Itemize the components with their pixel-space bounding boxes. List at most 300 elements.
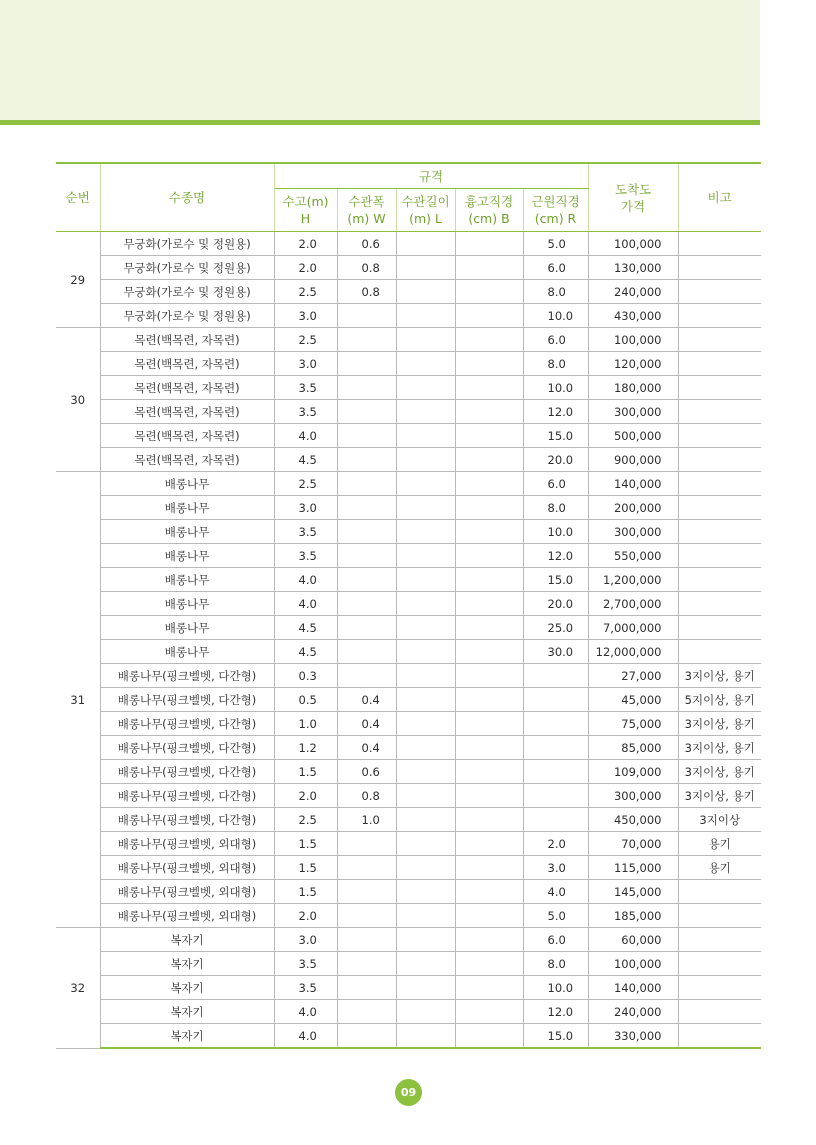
table-row: [56, 424, 761, 448]
table-row: [56, 712, 761, 736]
species-cell: 목련(백목련, 자목련): [100, 448, 274, 472]
note-cell: [678, 400, 761, 424]
price-cell: 140,000: [588, 472, 678, 496]
price-cell: 130,000: [588, 256, 678, 280]
note-cell: [678, 280, 761, 304]
chest-diameter-cell: [455, 760, 523, 784]
length-cell: [396, 688, 455, 712]
chest-diameter-cell: [455, 592, 523, 616]
table-row: [56, 736, 761, 760]
chest-diameter-cell: [455, 304, 523, 328]
price-cell: 300,000: [588, 520, 678, 544]
table-row: [56, 976, 761, 1000]
length-cell: [396, 400, 455, 424]
root-diameter-cell: 15.0: [523, 424, 588, 448]
note-cell: [678, 496, 761, 520]
chest-diameter-cell: [455, 808, 523, 832]
root-diameter-cell: 2.0: [523, 832, 588, 856]
length-cell: [396, 496, 455, 520]
price-cell: 60,000: [588, 928, 678, 952]
top-divider: [0, 120, 760, 125]
width-cell: [337, 568, 396, 592]
species-cell: 배롱나무: [100, 472, 274, 496]
note-cell: 3지이상, 용기: [678, 760, 761, 784]
width-cell: [337, 376, 396, 400]
length-cell: [396, 304, 455, 328]
width-cell: [337, 640, 396, 664]
chest-diameter-cell: [455, 352, 523, 376]
price-cell: 330,000: [588, 1024, 678, 1049]
price-cell: 550,000: [588, 544, 678, 568]
length-cell: [396, 928, 455, 952]
note-cell: 5지이상, 용기: [678, 688, 761, 712]
note-cell: 3지이상, 용기: [678, 712, 761, 736]
note-cell: [678, 592, 761, 616]
height-cell: 3.0: [274, 352, 337, 376]
table-row: [56, 688, 761, 712]
width-cell: 0.8: [337, 280, 396, 304]
width-cell: 0.4: [337, 688, 396, 712]
price-cell: 300,000: [588, 784, 678, 808]
height-cell: 3.0: [274, 496, 337, 520]
note-cell: 용기: [678, 832, 761, 856]
root-diameter-cell: 15.0: [523, 1024, 588, 1049]
note-cell: 3지이상, 용기: [678, 664, 761, 688]
root-diameter-cell: 8.0: [523, 280, 588, 304]
length-cell: [396, 808, 455, 832]
species-cell: 목련(백목련, 자목련): [100, 424, 274, 448]
seq-cell: 30: [56, 328, 100, 472]
length-cell: [396, 376, 455, 400]
species-cell: 배롱나무(핑크벨벳, 외대형): [100, 904, 274, 928]
chest-diameter-cell: [455, 832, 523, 856]
note-cell: [678, 304, 761, 328]
chest-diameter-cell: [455, 568, 523, 592]
table-row: [56, 1000, 761, 1024]
root-diameter-cell: 6.0: [523, 328, 588, 352]
table-row: [56, 376, 761, 400]
price-cell: 27,000: [588, 664, 678, 688]
length-cell: [396, 1024, 455, 1049]
length-cell: [396, 280, 455, 304]
price-cell: 7,000,000: [588, 616, 678, 640]
table-row: [56, 448, 761, 472]
height-cell: 2.5: [274, 472, 337, 496]
height-cell: 3.5: [274, 976, 337, 1000]
length-cell: [396, 424, 455, 448]
price-cell: 200,000: [588, 496, 678, 520]
species-cell: 배롱나무: [100, 496, 274, 520]
width-cell: [337, 904, 396, 928]
root-diameter-cell: [523, 688, 588, 712]
height-cell: 2.5: [274, 808, 337, 832]
root-diameter-cell: 10.0: [523, 376, 588, 400]
height-cell: 4.5: [274, 448, 337, 472]
height-cell: 3.5: [274, 376, 337, 400]
root-diameter-cell: 25.0: [523, 616, 588, 640]
table-row: [56, 640, 761, 664]
width-cell: [337, 448, 396, 472]
height-cell: 4.0: [274, 1000, 337, 1024]
root-diameter-cell: 10.0: [523, 304, 588, 328]
table-row: [56, 904, 761, 928]
table-row: [56, 232, 761, 256]
note-cell: [678, 424, 761, 448]
length-cell: [396, 664, 455, 688]
width-cell: [337, 328, 396, 352]
chest-diameter-cell: [455, 1024, 523, 1049]
species-cell: 배롱나무(핑크벨벳, 외대형): [100, 856, 274, 880]
width-cell: [337, 304, 396, 328]
price-cell: 120,000: [588, 352, 678, 376]
note-cell: 3지이상, 용기: [678, 736, 761, 760]
height-cell: 1.5: [274, 880, 337, 904]
species-cell: 배롱나무(핑크벨벳, 외대형): [100, 832, 274, 856]
price-cell: 12,000,000: [588, 640, 678, 664]
root-diameter-cell: 8.0: [523, 496, 588, 520]
price-cell: 140,000: [588, 976, 678, 1000]
species-cell: 배롱나무(핑크벨벳, 외대형): [100, 880, 274, 904]
width-cell: [337, 496, 396, 520]
length-cell: [396, 784, 455, 808]
chest-diameter-cell: [455, 1000, 523, 1024]
height-cell: 4.0: [274, 424, 337, 448]
seq-cell: 32: [56, 928, 100, 1049]
price-cell: 430,000: [588, 304, 678, 328]
note-cell: [678, 976, 761, 1000]
note-cell: 3지이상: [678, 808, 761, 832]
species-cell: 복자기: [100, 952, 274, 976]
root-diameter-cell: 5.0: [523, 904, 588, 928]
length-cell: [396, 232, 455, 256]
species-cell: 무궁화(가로수 및 정원용): [100, 256, 274, 280]
note-cell: 용기: [678, 856, 761, 880]
height-cell: 4.0: [274, 1024, 337, 1049]
species-cell: 무궁화(가로수 및 정원용): [100, 232, 274, 256]
chest-diameter-cell: [455, 856, 523, 880]
price-cell: 145,000: [588, 880, 678, 904]
root-diameter-cell: 6.0: [523, 472, 588, 496]
price-cell: 100,000: [588, 952, 678, 976]
price-cell: 45,000: [588, 688, 678, 712]
price-cell: 180,000: [588, 376, 678, 400]
species-cell: 배롱나무(핑크벨벳, 다간형): [100, 808, 274, 832]
table-row: [56, 352, 761, 376]
note-cell: [678, 1024, 761, 1049]
chest-diameter-cell: [455, 544, 523, 568]
price-cell: 109,000: [588, 760, 678, 784]
species-cell: 배롱나무(핑크벨벳, 다간형): [100, 712, 274, 736]
width-cell: [337, 400, 396, 424]
width-cell: [337, 472, 396, 496]
price-cell: 240,000: [588, 280, 678, 304]
price-cell: 300,000: [588, 400, 678, 424]
chest-diameter-cell: [455, 688, 523, 712]
length-cell: [396, 592, 455, 616]
root-diameter-cell: 10.0: [523, 520, 588, 544]
root-diameter-cell: 4.0: [523, 880, 588, 904]
height-cell: 2.0: [274, 784, 337, 808]
length-cell: [396, 760, 455, 784]
length-cell: [396, 904, 455, 928]
height-cell: 2.0: [274, 256, 337, 280]
root-diameter-cell: [523, 736, 588, 760]
width-cell: 1.0: [337, 808, 396, 832]
width-cell: 0.8: [337, 256, 396, 280]
page-number: 09: [395, 1079, 422, 1106]
note-cell: [678, 640, 761, 664]
table-row: [56, 856, 761, 880]
chest-diameter-cell: [455, 448, 523, 472]
width-cell: [337, 424, 396, 448]
height-cell: 3.5: [274, 952, 337, 976]
height-cell: 1.5: [274, 760, 337, 784]
price-table: [56, 162, 761, 1049]
header-chest-diameter: 흉고직경 (cm) B: [455, 189, 523, 232]
width-cell: [337, 544, 396, 568]
species-cell: 배롱나무: [100, 592, 274, 616]
header-height: 수고(m) H: [274, 189, 337, 232]
chest-diameter-cell: [455, 256, 523, 280]
table-row: [56, 568, 761, 592]
chest-diameter-cell: [455, 640, 523, 664]
root-diameter-cell: [523, 664, 588, 688]
price-cell: 500,000: [588, 424, 678, 448]
width-cell: [337, 856, 396, 880]
price-cell: 100,000: [588, 232, 678, 256]
length-cell: [396, 352, 455, 376]
width-cell: [337, 520, 396, 544]
note-cell: [678, 1000, 761, 1024]
width-cell: [337, 592, 396, 616]
length-cell: [396, 328, 455, 352]
table-body: [56, 232, 761, 1049]
species-cell: 목련(백목련, 자목련): [100, 376, 274, 400]
chest-diameter-cell: [455, 376, 523, 400]
height-cell: 3.0: [274, 304, 337, 328]
height-cell: 2.0: [274, 232, 337, 256]
height-cell: 4.0: [274, 568, 337, 592]
length-cell: [396, 256, 455, 280]
height-cell: 0.5: [274, 688, 337, 712]
note-cell: [678, 472, 761, 496]
height-cell: 1.0: [274, 712, 337, 736]
price-cell: 85,000: [588, 736, 678, 760]
width-cell: [337, 1000, 396, 1024]
chest-diameter-cell: [455, 424, 523, 448]
header-species: 수종명: [100, 163, 274, 232]
price-cell: 240,000: [588, 1000, 678, 1024]
species-cell: 배롱나무: [100, 520, 274, 544]
root-diameter-cell: 20.0: [523, 448, 588, 472]
height-cell: 0.3: [274, 664, 337, 688]
species-cell: 복자기: [100, 1024, 274, 1049]
table-row: [56, 280, 761, 304]
height-cell: 2.5: [274, 328, 337, 352]
root-diameter-cell: 15.0: [523, 568, 588, 592]
width-cell: [337, 928, 396, 952]
top-banner: [0, 0, 760, 120]
table-row: [56, 496, 761, 520]
table-row: [56, 544, 761, 568]
note-cell: [678, 568, 761, 592]
root-diameter-cell: [523, 712, 588, 736]
root-diameter-cell: 12.0: [523, 1000, 588, 1024]
root-diameter-cell: [523, 760, 588, 784]
species-cell: 배롱나무(핑크벨벳, 다간형): [100, 736, 274, 760]
note-cell: [678, 928, 761, 952]
length-cell: [396, 544, 455, 568]
species-cell: 무궁화(가로수 및 정원용): [100, 280, 274, 304]
width-cell: 0.6: [337, 760, 396, 784]
height-cell: 3.5: [274, 544, 337, 568]
length-cell: [396, 472, 455, 496]
length-cell: [396, 880, 455, 904]
species-cell: 복자기: [100, 928, 274, 952]
length-cell: [396, 520, 455, 544]
chest-diameter-cell: [455, 328, 523, 352]
length-cell: [396, 712, 455, 736]
chest-diameter-cell: [455, 664, 523, 688]
length-cell: [396, 1000, 455, 1024]
species-cell: 배롱나무: [100, 544, 274, 568]
width-cell: [337, 1024, 396, 1049]
width-cell: [337, 616, 396, 640]
note-cell: 3지이상, 용기: [678, 784, 761, 808]
length-cell: [396, 856, 455, 880]
height-cell: 4.0: [274, 592, 337, 616]
note-cell: [678, 904, 761, 928]
chest-diameter-cell: [455, 280, 523, 304]
root-diameter-cell: 20.0: [523, 592, 588, 616]
note-cell: [678, 448, 761, 472]
species-cell: 배롱나무(핑크벨벳, 다간형): [100, 688, 274, 712]
chest-diameter-cell: [455, 976, 523, 1000]
header-seq: 순번: [56, 163, 100, 232]
chest-diameter-cell: [455, 952, 523, 976]
note-cell: [678, 952, 761, 976]
price-cell: 70,000: [588, 832, 678, 856]
chest-diameter-cell: [455, 520, 523, 544]
root-diameter-cell: 6.0: [523, 928, 588, 952]
width-cell: 0.4: [337, 712, 396, 736]
chest-diameter-cell: [455, 736, 523, 760]
table-row: [56, 592, 761, 616]
chest-diameter-cell: [455, 904, 523, 928]
table-row: [56, 808, 761, 832]
chest-diameter-cell: [455, 472, 523, 496]
seq-cell: 29: [56, 232, 100, 328]
length-cell: [396, 736, 455, 760]
table-row: [56, 400, 761, 424]
length-cell: [396, 976, 455, 1000]
table-row: [56, 880, 761, 904]
price-cell: 2,700,000: [588, 592, 678, 616]
root-diameter-cell: 8.0: [523, 352, 588, 376]
table-row: [56, 328, 761, 352]
table-row: [56, 952, 761, 976]
length-cell: [396, 448, 455, 472]
root-diameter-cell: 3.0: [523, 856, 588, 880]
header-spec: 규격: [274, 163, 588, 189]
note-cell: [678, 544, 761, 568]
species-cell: 배롱나무(핑크벨벳, 다간형): [100, 784, 274, 808]
table-row: [56, 928, 761, 952]
header-note: 비고: [678, 163, 761, 232]
root-diameter-cell: 5.0: [523, 232, 588, 256]
chest-diameter-cell: [455, 232, 523, 256]
height-cell: 4.5: [274, 616, 337, 640]
note-cell: [678, 256, 761, 280]
species-cell: 무궁화(가로수 및 정원용): [100, 304, 274, 328]
height-cell: 2.0: [274, 904, 337, 928]
species-cell: 복자기: [100, 976, 274, 1000]
chest-diameter-cell: [455, 496, 523, 520]
length-cell: [396, 568, 455, 592]
chest-diameter-cell: [455, 400, 523, 424]
price-cell: 115,000: [588, 856, 678, 880]
table-row: [56, 472, 761, 496]
species-cell: 목련(백목련, 자목련): [100, 352, 274, 376]
price-cell: 450,000: [588, 808, 678, 832]
width-cell: [337, 664, 396, 688]
header-root-diameter: 근원직경 (cm) R: [523, 189, 588, 232]
species-cell: 복자기: [100, 1000, 274, 1024]
height-cell: 2.5: [274, 280, 337, 304]
table-row: [56, 256, 761, 280]
root-diameter-cell: 12.0: [523, 400, 588, 424]
chest-diameter-cell: [455, 784, 523, 808]
table-row: [56, 664, 761, 688]
root-diameter-cell: 8.0: [523, 952, 588, 976]
note-cell: [678, 376, 761, 400]
width-cell: 0.8: [337, 784, 396, 808]
height-cell: 1.5: [274, 832, 337, 856]
table-row: [56, 832, 761, 856]
height-cell: 3.5: [274, 400, 337, 424]
note-cell: [678, 352, 761, 376]
length-cell: [396, 640, 455, 664]
chest-diameter-cell: [455, 616, 523, 640]
price-cell: 100,000: [588, 328, 678, 352]
height-cell: 3.5: [274, 520, 337, 544]
root-diameter-cell: 30.0: [523, 640, 588, 664]
header-length: 수관길이 (m) L: [396, 189, 455, 232]
chest-diameter-cell: [455, 880, 523, 904]
root-diameter-cell: 12.0: [523, 544, 588, 568]
root-diameter-cell: [523, 808, 588, 832]
price-cell: 900,000: [588, 448, 678, 472]
root-diameter-cell: 6.0: [523, 256, 588, 280]
table-row: [56, 760, 761, 784]
width-cell: 0.6: [337, 232, 396, 256]
table-row: [56, 1024, 761, 1049]
species-cell: 목련(백목련, 자목련): [100, 328, 274, 352]
price-cell: 75,000: [588, 712, 678, 736]
height-cell: 1.5: [274, 856, 337, 880]
species-cell: 배롱나무(핑크벨벳, 다간형): [100, 664, 274, 688]
species-cell: 배롱나무: [100, 640, 274, 664]
species-cell: 목련(백목련, 자목련): [100, 400, 274, 424]
length-cell: [396, 832, 455, 856]
width-cell: [337, 880, 396, 904]
width-cell: [337, 976, 396, 1000]
note-cell: [678, 328, 761, 352]
note-cell: [678, 520, 761, 544]
width-cell: 0.4: [337, 736, 396, 760]
width-cell: [337, 952, 396, 976]
root-diameter-cell: 10.0: [523, 976, 588, 1000]
